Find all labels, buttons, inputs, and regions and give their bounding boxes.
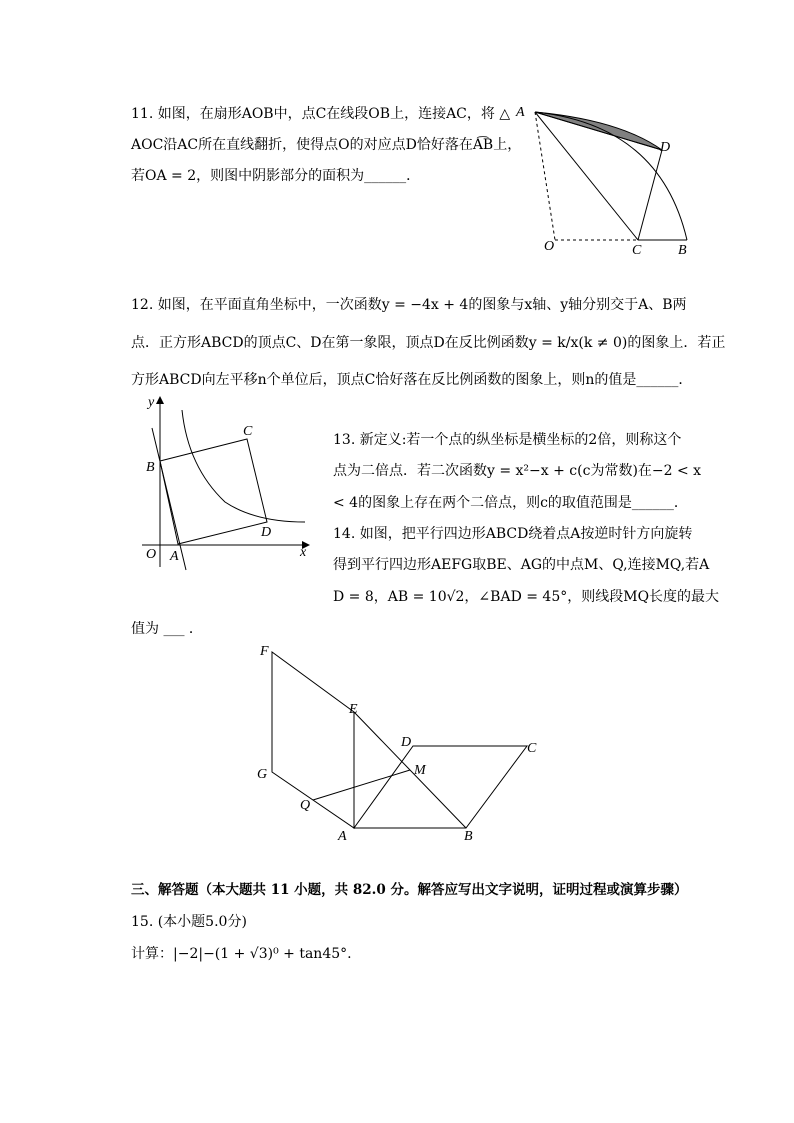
label-D: D — [660, 140, 671, 155]
line-AB — [152, 428, 186, 570]
q15-line2: 计算：|−2|−(1 + √3)⁰ + tan45°. — [131, 946, 352, 962]
q11-line2: AOC沿AC所在直线翻折，使得点O的对应点D恰好落在A͡B上， — [131, 137, 522, 153]
label-D: D — [261, 525, 272, 540]
q13-line1: 13. 新定义:若一个点的纵坐标是横坐标的2倍，则称这个 — [333, 432, 682, 448]
y-axis-arrow — [156, 396, 164, 404]
label-F: F — [260, 644, 269, 659]
label-B: B — [464, 829, 473, 844]
q11-figure — [510, 100, 700, 260]
label-x: x — [300, 545, 307, 560]
segment-MQ — [313, 770, 410, 800]
q12-line1: 12. 如图，在平面直角坐标中，一次函数y = −4x + 4的图象与x轴、y轴分别交于A、B两 — [131, 297, 687, 313]
q14-line1: 14. 如图，把平行四边形ABCD绕着点A按逆时针方向旋转 — [333, 526, 693, 542]
segment-OA — [535, 112, 555, 240]
label-B: B — [678, 243, 687, 258]
label-A: A — [338, 829, 347, 844]
parallelogram-ABCD — [354, 746, 527, 828]
label-E: E — [349, 702, 358, 717]
label-O: O — [146, 547, 157, 562]
section3-heading: 三、解答题（本大题共 11 小题，共 82.0 分。解答应写出文字说明，证明过程或演算步骤） — [131, 882, 688, 898]
label-M: M — [414, 763, 426, 778]
label-A: A — [170, 549, 179, 564]
q12-line2: 点．正方形ABCD的顶点C、D在第一象限，顶点D在反比例函数y = k/x(k ≠ 0)的图象上．若正 — [131, 335, 726, 351]
segment-DC — [638, 150, 662, 240]
q14-line4: 值为 ___ ． — [131, 621, 203, 637]
label-D: D — [401, 735, 412, 750]
label-C: C — [632, 243, 642, 258]
q14-line3: D = 8，AB = 10√2，∠BAD = 45°，则线段MQ长度的最大 — [333, 589, 720, 605]
parallelogram-AEFG — [272, 652, 354, 828]
segment-AD — [535, 112, 662, 150]
q12-line3: 方形ABCD向左平移n个单位后，顶点C恰好落在反比例函数的图象上，则n的值是______． — [131, 372, 693, 388]
label-A: A — [516, 105, 525, 120]
q15-line1: 15. (本小题5.0分) — [131, 914, 247, 930]
label-B: B — [146, 460, 155, 475]
label-C: C — [243, 424, 253, 439]
q13-line3: < 4的图象上存在两个二倍点，则c的取值范围是______． — [333, 495, 688, 511]
label-Q: Q — [300, 798, 311, 813]
q11-line3: 若OA = 2，则图中阴影部分的面积为______． — [131, 168, 421, 184]
q11-line1: 11. 如图，在扇形AOB中，点C在线段OB上，连接AC，将 △ — [131, 106, 511, 122]
label-O: O — [544, 239, 555, 254]
label-C: C — [527, 741, 537, 756]
label-G: G — [257, 767, 268, 782]
label-y: y — [148, 395, 155, 410]
q12-figure — [130, 392, 315, 572]
q14-line2: 得到平行四边形AEFG取BE、AG的中点M、Q,连接MQ,若A — [333, 557, 710, 573]
q14-figure — [250, 640, 550, 850]
q13-line2: 点为二倍点．若二次函数y = x²−x + c(c为常数)在−2 < x — [333, 463, 702, 479]
